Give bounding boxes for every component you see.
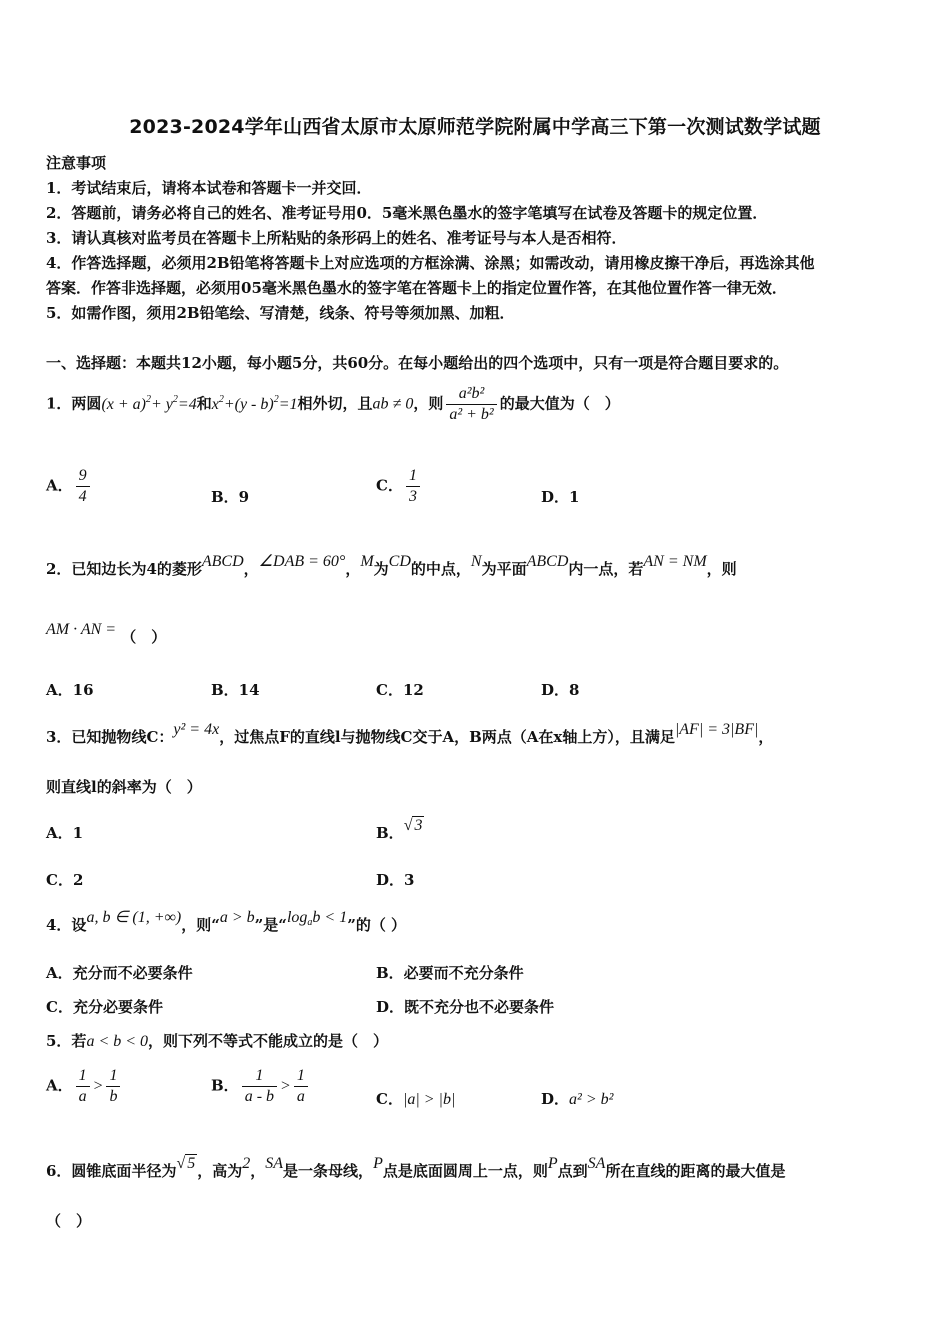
q1-text: 1．两圆 <box>46 394 102 413</box>
page-title: 2023-2024学年山西省太原市太原师范学院附属中学高三下第一次测试数学试题 <box>129 116 821 138</box>
q4-option-b[interactable]: B．必要而不充分条件 <box>376 964 524 982</box>
section-heading: 一、选择题：本题共12小题，每小题5分，共60分。在每小题给出的四个选项中，只有一项是符合题目要求的。 <box>46 354 789 372</box>
q2-option-b[interactable]: B．14 <box>211 681 260 699</box>
question-3: 3．已知抛物线C：y² = 4x，过焦点F的直线l与抛物线C交于A，B两点（A在x轴上方），且满足|AF| = 3|BF|， <box>46 721 774 746</box>
notice-item: 2．答题前，请务必将自己的姓名、准考证号用0．5毫米黑色墨水的签字笔填写在试卷及答题卡的规定位置． <box>46 204 768 222</box>
q1-text: 相外切，且 <box>297 394 373 413</box>
notice-item: 3．请认真核对监考员在答题卡上所粘贴的条形码上的姓名、准考证号与本人是否相符． <box>46 229 627 247</box>
q2-option-d[interactable]: D．8 <box>541 681 580 699</box>
question-2-line2: AM · AN = （ ） <box>46 621 167 646</box>
question-6: 6．圆锥底面半径为√ 5 ，高为2，SA是一条母线，P点是底面圆周上一点，则P点到SA所在直线的距离的最大值是 <box>46 1155 786 1180</box>
q1-option-b[interactable]: B．9 <box>211 488 250 506</box>
q5-option-c[interactable]: C．|a| > |b| <box>376 1090 456 1108</box>
notice-item: 5．如需作图，须用2B铅笔绘、写清楚，线条、符号等须加黑、加粗． <box>46 304 515 322</box>
question-4: 4．设a, b ∈ (1, +∞)，则“a > b”是“$\log_ab < 1$”的（ ） <box>46 909 407 934</box>
notice-item: 1．考试结束后，请将本试卷和答题卡一并交回． <box>46 179 372 197</box>
q4-option-d[interactable]: D．既不充分也不必要条件 <box>376 998 555 1016</box>
q3-option-a[interactable]: A．1 <box>46 824 84 842</box>
q1-text: 和 <box>196 394 212 413</box>
q4-option-c[interactable]: C．充分必要条件 <box>46 998 163 1016</box>
notice-item: 答案．作答非选择题，必须用05毫米黑色墨水的签字笔在答题卡上的指定位置作答，在其他位置作答一律无效． <box>46 279 787 297</box>
question-3-line2: 则直线l的斜率为（ ） <box>46 778 202 796</box>
question-6-line2: （ ） <box>46 1212 92 1230</box>
question-5: 5．若a < b < 0，则下列不等式不能成立的是（ ） <box>46 1032 389 1050</box>
q1-math-condition: ab ≠ 0 <box>372 395 414 413</box>
notice-heading: 注意事项 <box>46 154 107 172</box>
q1-math-circle2: $x^2+(y - b)^2=1$ <box>211 393 298 413</box>
q1-option-d[interactable]: D．1 <box>541 488 580 506</box>
q1-fraction: $\frac{\text{a²b²}}{\text{a² + b²}}$ <box>446 384 496 425</box>
q1-text: 的最大值为（ ） <box>499 394 620 413</box>
notice-item: 4．作答选择题，必须用2B铅笔将答题卡上对应选项的方框涂满、涂黑；如需改动，请用橡皮擦干净后，再选涂其他 <box>46 254 815 272</box>
q1-option-c[interactable]: C． $\frac{1}{3}$ <box>376 466 423 507</box>
question-2: 2．已知边长为4的菱形ABCD，∠DAB = 60°，M为CD的中点，N为平面ABCD内一点，若AN = NM，则 <box>46 553 737 578</box>
question-1 <box>46 384 906 425</box>
q5-option-a[interactable]: A． $\frac{1}{a}$ > $\frac{1}{b}$ <box>46 1066 123 1107</box>
q2-option-a[interactable]: A．16 <box>46 681 94 699</box>
q4-option-a[interactable]: A．充分而不必要条件 <box>46 964 193 982</box>
q5-option-b[interactable]: B． $\frac{1}{a - b}$ > $\frac{1}{a}$ <box>211 1066 311 1107</box>
q3-option-c[interactable]: C．2 <box>46 871 84 889</box>
q1-option-a[interactable]: A． $\frac{9}{4}$ <box>46 466 93 507</box>
q5-option-d[interactable]: D．a² > b² <box>541 1090 614 1108</box>
q2-option-c[interactable]: C．12 <box>376 681 424 699</box>
q1-math-circle1: $(x + a)^2+ y^2=4$ <box>101 393 197 413</box>
q1-text: ，则 <box>413 394 444 413</box>
q3-option-b[interactable]: B．√ 3 <box>376 817 423 842</box>
q3-option-d[interactable]: D．3 <box>376 871 415 889</box>
